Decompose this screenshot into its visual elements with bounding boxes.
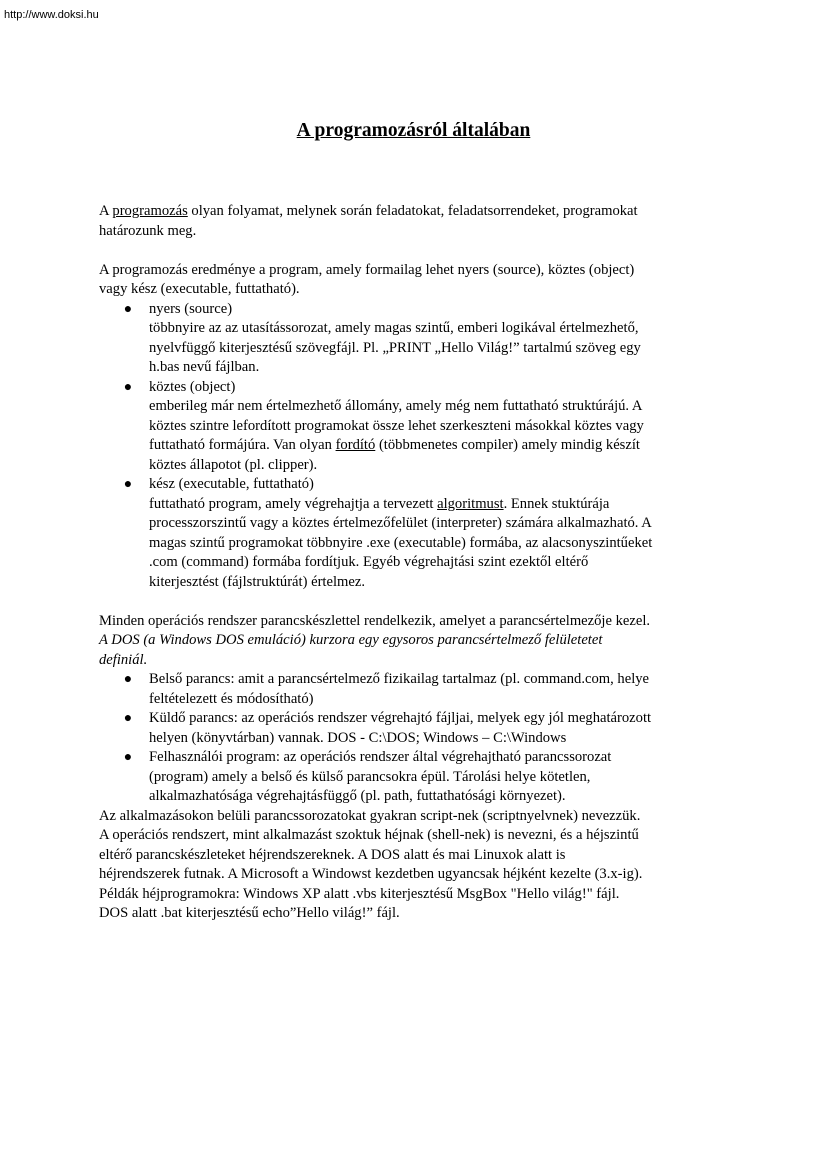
- bullet-icon: ●: [123, 711, 133, 726]
- os-line-1: Minden operációs rendszer parancskészlettel rendelkezik, amelyet a parancsértelmezője kezel.: [99, 612, 651, 629]
- closing-line: Példák héjprogramokra: Windows XP alatt .vbs kiterjesztésű MsgBox "Hello világ!" fájl.: [99, 885, 620, 902]
- programozas-link[interactable]: programozás: [112, 203, 188, 219]
- command-types-list: [99, 670, 739, 807]
- closing-line: héjrendszerek futnak. A Microsoft a Windowst kezdetben ugyancsak héjként kezelte (3.x-ig).: [99, 866, 643, 882]
- bullet-icon: ●: [123, 672, 133, 687]
- algoritmus-link[interactable]: algoritmust: [437, 495, 504, 512]
- list-item: ● Küldő parancs: az operációs rendszer végrehajtó fájljai, melyek egy jól meghatározott helyen (könyvtárban) vannak. DOS - C:\DOS; Windows – C:\Windows: [123, 710, 652, 746]
- bullet-icon: ●: [123, 379, 133, 395]
- closing-line: Az alkalmazásokon belüli parancssorozatokat gyakran script-nek (scriptnyelvnek) nevezzük.: [99, 807, 641, 824]
- intro-line-2: határozunk meg.: [99, 222, 197, 239]
- closing-line: eltérő parancskészleteket héjrendszereknek. A DOS alatt és mai Linuxok alatt is: [99, 846, 566, 863]
- closing-line: A operációs rendszert, mint alkalmazást szoktuk héjnak (shell-nek) is nevezni, és a héjszintű: [99, 827, 639, 843]
- document-body: [99, 202, 739, 924]
- fordito-link[interactable]: fordító: [335, 437, 376, 453]
- bullet-icon: ●: [123, 750, 133, 765]
- bullet-icon: ●: [123, 477, 133, 492]
- bullet-icon: ●: [123, 301, 133, 317]
- page-title: A programozásról általában: [296, 120, 531, 141]
- source-url[interactable]: http://www.doksi.hu: [4, 9, 99, 21]
- list-item: ● nyers (source) többnyire az az utasítássorozat, amely magas szintű, emberi logikával értelmezhető, nyelvfüggő kiterjesztésű szövegfájl. Pl. „PRINT „Hello Világ!” tartalmú szöveg egy h.bas nevű fájlban.: [123, 300, 641, 375]
- list-item: ● Felhasználói program: az operációs rendszer által végrehajtható parancssorozat (program) amely a belső és külső parancsokra épül. Tárolási helye kötetlen, alkalmazhatósága végrehajtásfüggő (pl. path, futtathatósági környezet).: [123, 749, 612, 804]
- result-line-1: A programozás eredménye a program, amely formailag lehet nyers (source), köztes (object): [99, 261, 635, 278]
- os-italic-2: definiál.: [99, 651, 148, 668]
- list-item: ● köztes (object) emberileg már nem értelmezhető állomány, amely még nem futtatható struktúrájú. A köztes szintre lefordított programokat össze lehet szerkeszteni másokkal köztes vagy futtatható formájúra. Van olyan fordító (többmenetes compiler) amely mindig készít köztes állapotot (pl. clipper).: [123, 378, 644, 473]
- closing-line: DOS alatt .bat kiterjesztésű echo”Hello világ!” fájl.: [99, 905, 400, 921]
- program-forms-list: [99, 300, 739, 593]
- intro-line-1: A programozás olyan folyamat, melynek során feladatokat, feladatsorrendeket, programokat: [99, 203, 638, 219]
- result-line-2: vagy kész (executable, futtatható).: [99, 281, 300, 297]
- list-item: ● Belső parancs: amit a parancsértelmező fizikailag tartalmaz (pl. command.com, helye feltételezett és módosítható): [123, 671, 650, 707]
- list-item: ● kész (executable, futtatható) futtatható program, amely végrehajtja a tervezett algoritmust. Ennek stuktúrája processzorszintű vagy a köztes értelmezőfelület (interpreter) számára alkalmazható. A magas szintű programokat többnyire .exe (executable) formába, az alacsonyszintűeket .com (command) formába fordítjuk. Egyéb végrehajtási szint ezektől eltérő kiterjesztést (fájlstruktúrát) értelmez.: [123, 476, 653, 590]
- os-italic-1: A DOS (a Windows DOS emuláció) kurzora egy egysoros parancsértelmező felületetet: [99, 632, 603, 648]
